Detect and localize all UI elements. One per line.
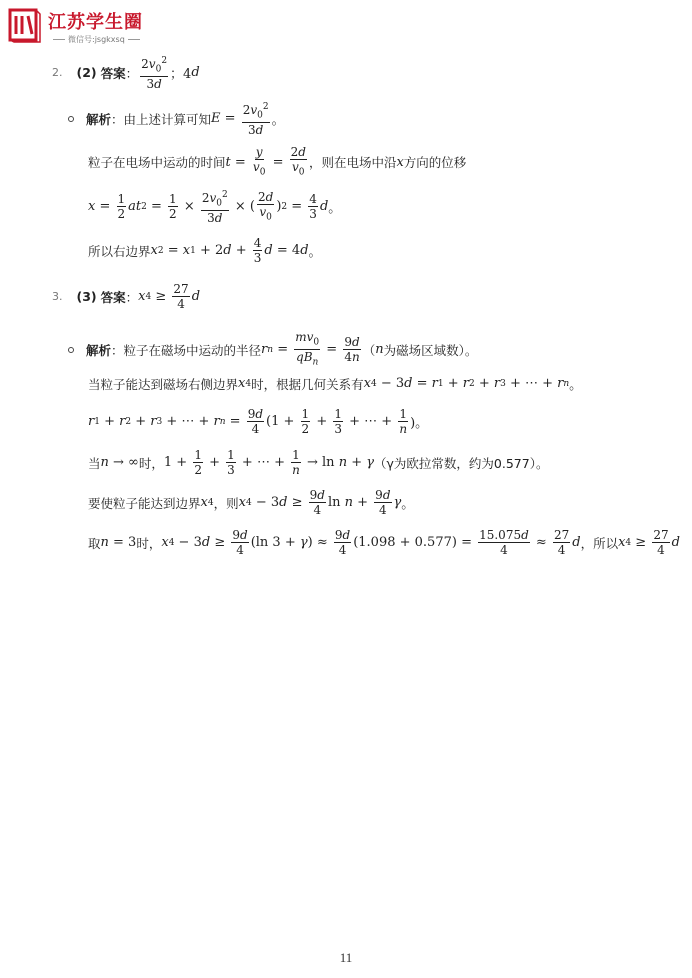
q3-line6-text-b: 时， <box>136 535 162 551</box>
q3-analysis-line-1: 解析 ： 粒子在磁场中运动的半径 r n = $\frac{mv_0}{qB_n}$ = $\frac{9d}{4n}$ （ n 为磁场区域数）。 <box>68 330 477 370</box>
bullet-icon <box>68 347 74 353</box>
q3-line1-text-b: （ <box>362 342 376 358</box>
q3-line2-text-a: 当粒子能达到磁场右侧边界 <box>88 376 239 392</box>
q3-line3-formula: r 1 + r 2 + r 3 + ⋯ + r n = $\frac{9d}{4}$ (1 + $\frac{1}{2}$ + $\frac{1}{3}$ + ⋯ + $\frac{1}{n}$ )。 <box>88 407 429 436</box>
q2-line3-formula: x = $\frac{1}{2}$ at 2 = $\frac{1}{2}$ × $\frac{2v_0^2}{3d}$ × ( $\frac{2d}{v_0}$ ) 2 = $\frac{4}{3}$ d 。 <box>88 189 342 226</box>
q2-line4-text: 所以右边界 <box>88 243 151 259</box>
bullet-icon <box>68 116 74 122</box>
q3-line4-text-b: 时， <box>138 455 164 471</box>
q2-line1-formula: E = $\frac{2v_0^2}{3d}$ 。 <box>211 102 285 138</box>
q2-analysis-line-1: 解析 ： 由上述计算可知 E = $\frac{2v_0^2}{3d}$ 。 <box>68 100 285 137</box>
q2-answer-formula: $\frac{2v_0^2}{3d}$ ；4 d <box>141 56 200 92</box>
q3-line1-formula: r n = $\frac{mv_0}{qB_n}$ = $\frac{9d}{4n}$ <box>261 330 360 368</box>
q3-analysis-line-2: 当粒子能达到磁场右侧边界 x 4 时，根据几何关系有 x 4 − 3 d = r 1 + r 2 + r 3 + ⋯ + r n 。 <box>88 376 583 393</box>
page-number: 11 <box>339 950 353 965</box>
q3-answer-label: 答案 <box>100 289 126 305</box>
brand-logo <box>6 6 146 48</box>
q2-line2-text-a: 粒子在电场中运动的时间 <box>88 155 226 171</box>
q3-line6-text-a: 取 <box>88 535 101 551</box>
q3-analysis-line-5: 要使粒子能达到边界 x 4 ，则 x 4 − 3 d ≥ $\frac{9d}{4}$ ln n + $\frac{9d}{4}$ γ 。 <box>88 488 415 517</box>
q2-answer-line: 2. (2) 答案 ： $\frac{2v_0^2}{3d}$ ；4 d <box>52 56 200 92</box>
q2-analysis-line-3 <box>88 188 341 225</box>
q2-line1-text: 由上述计算可知 <box>123 111 212 127</box>
q3-line6-text-c: ，所以 <box>580 535 619 551</box>
q2-analysis-line-2: 粒子在电场中运动的时间 t = $\frac{y}{v_0}$ = $\frac{2d}{v_0}$ ，则在电场中沿 x 方向的位移 <box>88 145 467 178</box>
q3-line1-text-a: 粒子在磁场中运动的半径 <box>123 342 262 358</box>
q3-answer-line: 3. (3) 答案 ： x 4 ≥ $\frac{27}{4}$ d <box>52 282 201 311</box>
q2-line4-formula: x 2 = x 1 + 2 d + $\frac{4}{3}$ d = 4 d 。 <box>150 236 322 265</box>
q2-part: (2) <box>76 65 97 81</box>
q3-line4-text-c: （γ为欧拉常数，约为0.577）。 <box>374 455 549 471</box>
q3-number: 3. <box>52 290 63 303</box>
q2-analysis-label: 解析 <box>86 111 112 127</box>
q3-analysis-line-4: 当 n → ∞ 时， 1 + $\frac{1}{2}$ + $\frac{1}{3}$ + ⋯ + $\frac{1}{n}$ → ln n + γ （γ为欧拉常数，约为0.577）。 <box>88 448 549 477</box>
q2-line2-formula: t = $\frac{y}{v_0}$ = $\frac{2d}{v_0}$ <box>225 145 306 178</box>
q2-number: 2. <box>52 66 63 80</box>
q3-line2-text-b: 时，根据几何关系有 <box>251 376 364 392</box>
q3-analysis-label: 解析 <box>86 342 112 358</box>
q3-part: (3) <box>76 289 97 304</box>
q2-line2-text-c: 方向的位移 <box>403 155 467 171</box>
q2-line2-text-b: ，则在电场中沿 <box>308 155 397 171</box>
brand-name: 江苏学生圈 <box>48 12 143 33</box>
q3-answer-formula: x 4 ≥ $\frac{27}{4}$ d <box>138 282 201 311</box>
q3-analysis-line-6: 取 n = 3 时， x 4 − 3 d ≥ $\frac{9d}{4}$ (ln 3 + γ ) ≈ $\frac{9d}{4}$ (1.098 + 0.577) = $\frac{15.075d}{4}$ ≈ $\frac{27}{4}$ d ，所以 x 4 ≥ $\frac{27}{4}$ d <box>88 528 680 557</box>
q2-analysis-line-4 <box>88 236 322 265</box>
q2-answer-label: 答案 <box>100 65 126 81</box>
q3-line5-text-b: ，则 <box>213 495 239 511</box>
q3-line2-formula: x 4 − 3 d = r 1 + r 2 + r 3 + ⋯ + r n 。 <box>363 376 583 393</box>
q3-line6-formula: x 4 − 3 d ≥ $\frac{9d}{4}$ (ln 3 + γ ) ≈ $\frac{9d}{4}$ (1.098 + 0.577) = $\frac{15.075d}{4}$ ≈ $\frac{27}{4}$ d <box>161 528 581 557</box>
q3-line4-text-a: 当 <box>88 455 101 471</box>
brand-subtitle: 微信号:jsgkxsq <box>50 34 143 45</box>
q3-line5-text-a: 要使粒子能达到边界 <box>88 495 201 511</box>
logo-mark-icon <box>6 6 42 44</box>
q3-line4-formula: 1 + $\frac{1}{2}$ + $\frac{1}{3}$ + ⋯ + $\frac{1}{n}$ → ln n + γ <box>163 448 375 477</box>
q3-line1-text-c: 为磁场区域数）。 <box>383 342 478 358</box>
q3-line5-formula: x 4 − 3 d ≥ $\frac{9d}{4}$ ln n + $\frac{9d}{4}$ γ 。 <box>238 488 415 517</box>
q3-analysis-line-3 <box>88 407 428 436</box>
